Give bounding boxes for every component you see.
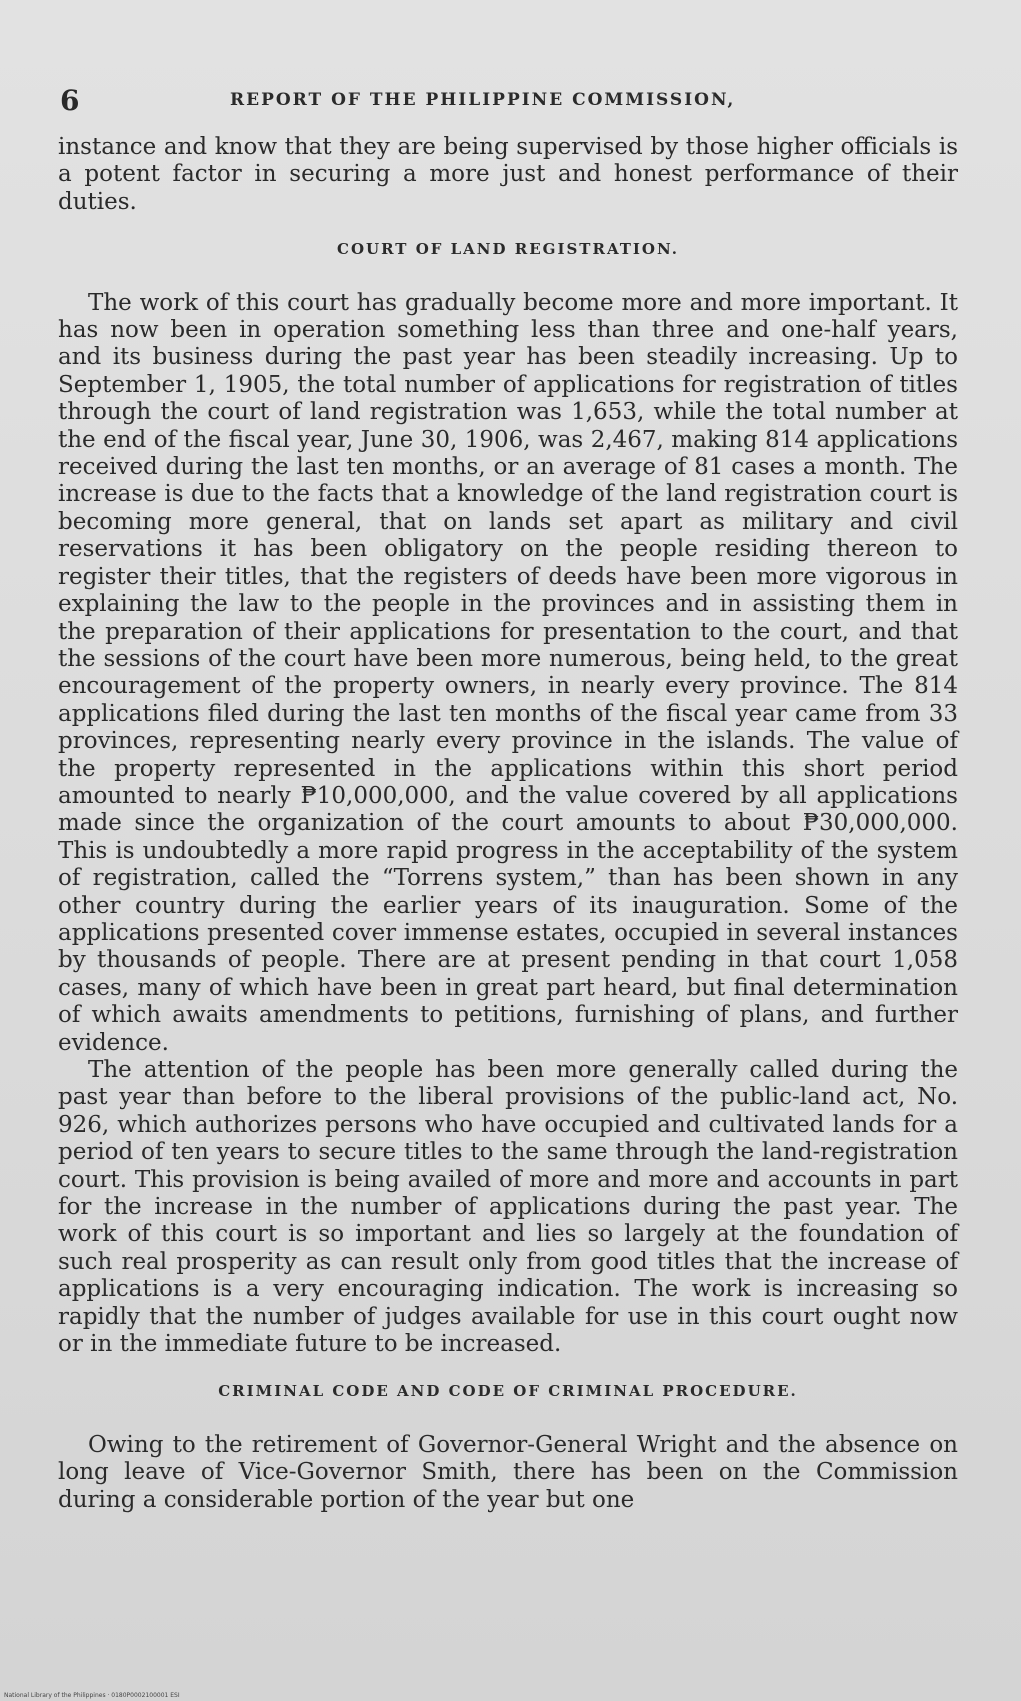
paragraph-land-registration-2: The attention of the people has been more generally called during the past year than before to the liberal provisions of the public-land act, No. 926, which authorizes persons who have occupied and cultivated lands for a period of ten years to secure titles to the same through the land-registration court. This provision is being availed of more and more and accounts in part for the increase in the number of applications during the past year. The work of this court is so important and lies so largely at the foundation of such real prosperity as can result only from good titles that the increase of applications is a very encouraging indication. The work is increasing so rapidly that the number of judges available for use in this court ought now or in the immediate future to be increased. (58, 1057, 958, 1358)
scan-footer-note: National Library of the Philippines · 0180P0002100001 ESI (4, 1692, 180, 1699)
section-title-criminal-code: CRIMINAL CODE AND CODE OF CRIMINAL PROCEDURE. (218, 1382, 798, 1401)
paragraph-criminal-code-1: Owing to the retirement of Governor-General Wright and the absence on long leave of Vice-Governor Smith, there has been on the Commission during a considerable portion of the year but one (58, 1431, 958, 1513)
paragraph-intro: instance and know that they are being supervised by those higher officials is a potent factor in securing a more just and honest performance of their duties. (58, 134, 958, 215)
page-header (0, 84, 1021, 120)
page-body (58, 134, 958, 1514)
running-head: REPORT OF THE PHILIPPINE COMMISSION, (230, 90, 736, 110)
page-number: 6 (60, 84, 80, 117)
section-title-land-registration: COURT OF LAND REGISTRATION. (337, 240, 679, 259)
paragraph-land-registration-1: The work of this court has gradually become more and more important. It has now been in operation something less than three and one-half years, and its business during the past year has been steadily increasing. Up to September 1, 1905, the total number of applications for registration of titles through the court of land registration was 1,653, while the total number at the end of the fiscal year, June 30, 1906, was 2,467, making 814 applications received during the last ten months, or an average of 81 cases a month. The increase is due to the facts that a knowledge of the land registration court is becoming more general, that on lands set apart as military and civil reservations it has been obligatory on the people residing thereon to register their titles, that the registers of deeds have been more vigorous in explaining the law to the people in the provinces and in assisting them in the preparation of their applications for presentation to the court, and that the sessions of the court have been more numerous, being held, to the great encouragement of the property owners, in nearly every province. The 814 applications filed during the last ten months of the fiscal year came from 33 provinces, representing nearly every province in the islands. The value of the property represented in the applications within this short period amounted to nearly ₱10,000,000, and the value covered by all applications made since the organization of the court amounts to about ₱30,000,000. This is undoubtedly a more rapid progress in the acceptability of the system of registration, called the “Torrens system,” than has been shown in any other country during the earlier years of its inauguration. Some of the applications presented cover immense estates, occupied in several instances by thousands of people. There are at present pending in that court 1,058 cases, many of which have been in great part heard, but final determination of which awaits amendments to petitions, furnishing of plans, and further evidence. (58, 289, 958, 1056)
